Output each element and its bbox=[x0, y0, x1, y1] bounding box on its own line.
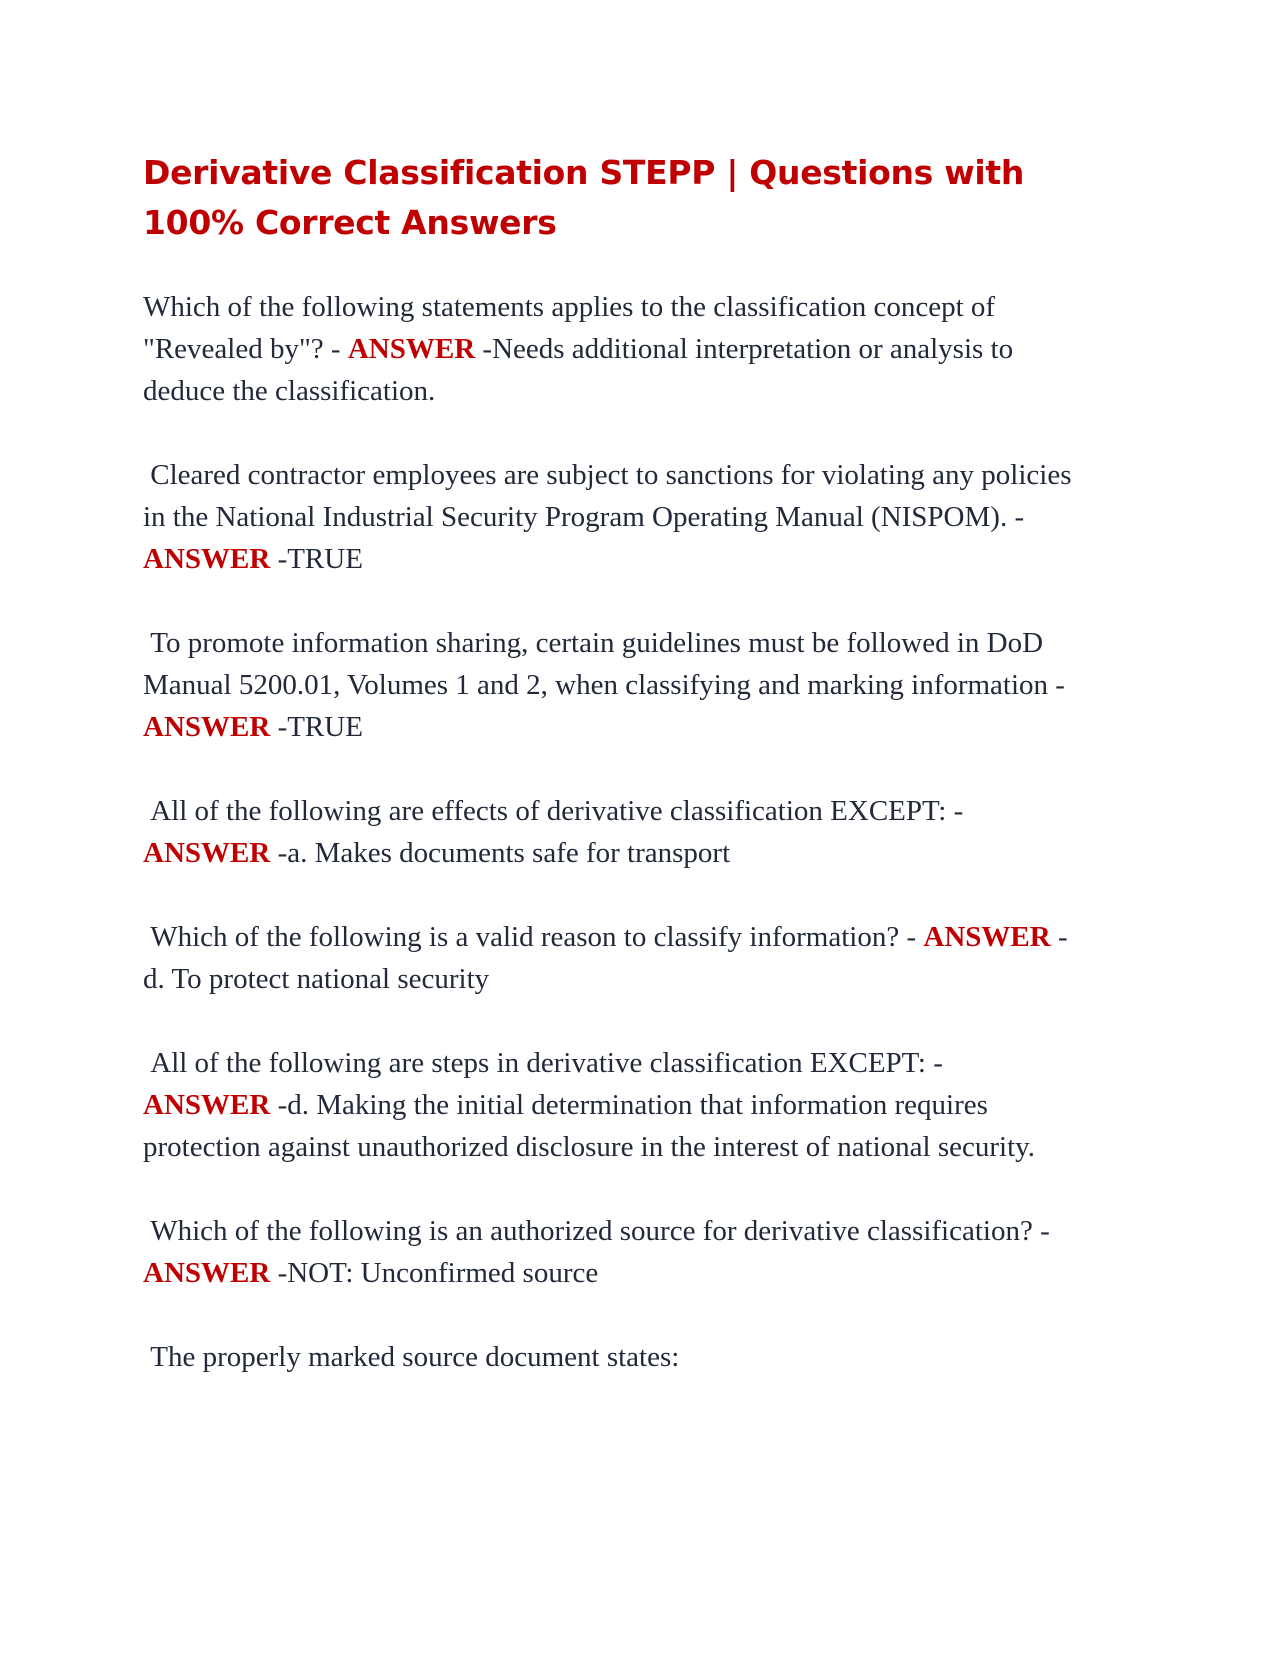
trailing-question: The properly marked source document states: bbox=[143, 1341, 680, 1373]
answer-label: ANSWER bbox=[923, 921, 1051, 953]
answer-label: ANSWER bbox=[143, 1089, 271, 1121]
answer-label: ANSWER bbox=[143, 543, 271, 575]
question-text: Which of the following is a valid reason to classify information? - bbox=[143, 921, 924, 953]
question-text: Which of the following statements applies to the classification concept of "Revealed by"? - bbox=[143, 291, 1003, 365]
qa-item bbox=[143, 916, 1073, 1000]
question-text: All of the following are effects of derivative classification EXCEPT: - bbox=[143, 795, 971, 827]
answer-text: -d. Making the initial determination that information requires protection against unauthorized disclosure in the interest of national security. bbox=[143, 1089, 1036, 1163]
qa-item bbox=[143, 286, 1073, 412]
answer-label: ANSWER bbox=[347, 333, 476, 365]
answer-text: -TRUE bbox=[270, 711, 363, 743]
qa-item bbox=[143, 1210, 1073, 1294]
document-page bbox=[143, 148, 1079, 1420]
document-title: Derivative Classification STEPP | Questions with 100% Correct Answers bbox=[143, 153, 1025, 242]
answer-text: -d. To protect national security bbox=[143, 921, 1068, 995]
qa-item bbox=[143, 790, 1073, 874]
question-text: Which of the following is an authorized source for derivative classification? - bbox=[143, 1215, 1057, 1247]
question-text: To promote information sharing, certain guidelines must be followed in DoD Manual 5200.01, Volumes 1 and 2, when classifying and marking information - bbox=[143, 627, 1073, 701]
answer-label: ANSWER bbox=[143, 837, 271, 869]
answer-text: -NOT: Unconfirmed source bbox=[270, 1257, 599, 1289]
question-text: Cleared contractor employees are subject to sanctions for violating any policies in the National Industrial Security Program Operating Manual (NISPOM). - bbox=[143, 459, 1079, 533]
qa-item bbox=[143, 622, 1073, 748]
qa-item bbox=[143, 454, 1079, 580]
answer-text: -Needs additional interpretation or analysis to deduce the classification. bbox=[143, 333, 1021, 407]
document-body bbox=[143, 286, 1079, 1378]
question-text: All of the following are steps in derivative classification EXCEPT: - bbox=[143, 1047, 951, 1079]
qa-item bbox=[143, 1042, 1073, 1168]
answer-text: -a. Makes documents safe for transport bbox=[270, 837, 731, 869]
answer-label: ANSWER bbox=[143, 1257, 271, 1289]
answer-text: -TRUE bbox=[270, 543, 363, 575]
answer-label: ANSWER bbox=[143, 711, 271, 743]
